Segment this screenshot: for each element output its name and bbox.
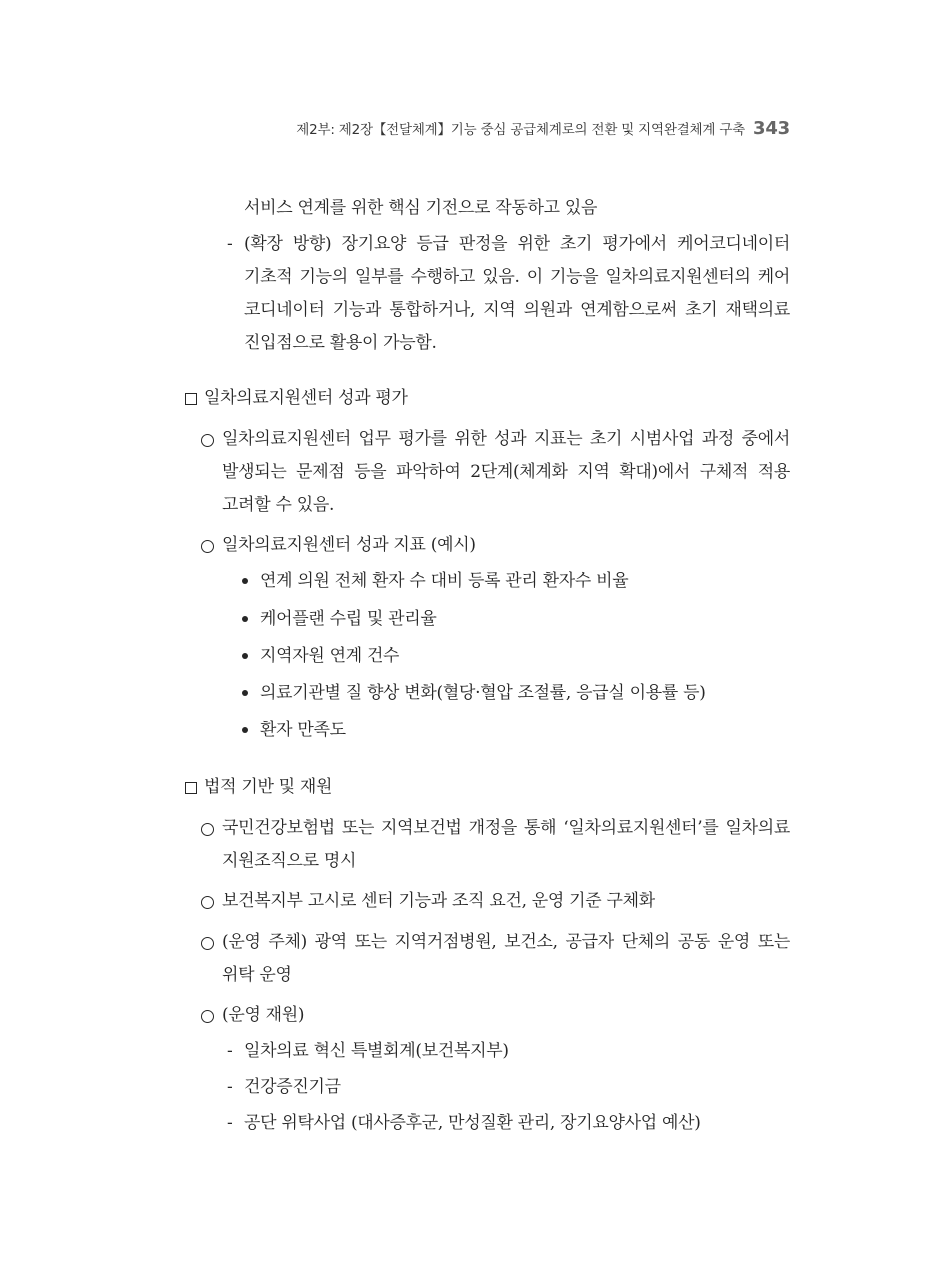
dash-marker: - xyxy=(227,1113,233,1133)
paragraph-line: 진입점으로 활용이 가능함. xyxy=(244,333,437,353)
paragraph-line: 국민건강보험법 또는 지역보건법 개정을 통해 ‘일차의료지원센터’를 일차의료 xyxy=(222,818,790,838)
circle-bullet-icon xyxy=(201,1010,214,1023)
paragraph-line: (운영 주체) 광역 또는 지역거점병원, 보건소, 공급자 단체의 공동 운영 또는 xyxy=(222,932,790,952)
list-item: 일차의료 혁신 특별회계(보건복지부) xyxy=(244,1041,509,1061)
page-number: 343 xyxy=(753,118,790,139)
list-item: (운영 재원) xyxy=(222,1005,305,1025)
paragraph-line: 지원조직으로 명시 xyxy=(222,851,357,871)
list-item: 케어플랜 수립 및 관리율 xyxy=(260,609,437,629)
continuation-line: 서비스 연계를 위한 핵심 기전으로 작동하고 있음 xyxy=(244,198,598,218)
list-item: 건강증진기금 xyxy=(244,1077,341,1097)
paragraph-line: 위탁 운영 xyxy=(222,965,292,985)
bullet-dot-icon xyxy=(242,578,248,584)
list-item: 의료기관별 질 향상 변화(혈당·혈압 조절률, 응급실 이용률 등) xyxy=(260,683,706,703)
bullet-dot-icon xyxy=(242,616,248,622)
paragraph-line: 기초적 기능의 일부를 수행하고 있음. 이 기능을 일차의료지원센터의 케어 xyxy=(244,267,790,287)
list-item: 일차의료지원센터 성과 지표 (예시) xyxy=(222,535,476,555)
circle-bullet-icon xyxy=(201,896,214,909)
bullet-dot-icon xyxy=(242,653,248,659)
list-item: 보건복지부 고시로 센터 기능과 조직 요건, 운영 기준 구체화 xyxy=(222,891,655,911)
bullet-dot-icon xyxy=(242,690,248,696)
section-title: 일차의료지원센터 성과 평가 xyxy=(204,388,408,408)
section-title: 법적 기반 및 재원 xyxy=(204,777,333,797)
dash-marker: - xyxy=(227,1041,233,1061)
paragraph-line: (확장 방향) 장기요양 등급 판정을 위한 초기 평가에서 케어코디네이터 xyxy=(244,234,790,254)
circle-bullet-icon xyxy=(201,540,214,553)
square-bullet-icon xyxy=(185,782,197,794)
header-text: 제2부: 제2장【전달체계】기능 중심 공급체계로의 전환 및 지역완결체계 구축 xyxy=(296,122,746,138)
running-header xyxy=(296,118,790,139)
square-bullet-icon xyxy=(185,393,197,405)
circle-bullet-icon xyxy=(201,823,214,836)
paragraph-line: 코디네이터 기능과 통합하거나, 지역 의원과 연계함으로써 초기 재택의료 xyxy=(244,300,790,320)
circle-bullet-icon xyxy=(201,434,214,447)
list-item: 환자 만족도 xyxy=(260,720,346,740)
list-item: 연계 의원 전체 환자 수 대비 등록 관리 환자수 비율 xyxy=(260,571,629,591)
paragraph-line: 고려할 수 있음. xyxy=(222,495,335,515)
paragraph-line: 일차의료지원센터 업무 평가를 위한 성과 지표는 초기 시범사업 과정 중에서 xyxy=(222,429,790,449)
dash-marker: - xyxy=(227,234,233,254)
bullet-dot-icon xyxy=(242,727,248,733)
list-item: 공단 위탁사업 (대사증후군, 만성질환 관리, 장기요양사업 예산) xyxy=(244,1113,701,1133)
circle-bullet-icon xyxy=(201,937,214,950)
dash-marker: - xyxy=(227,1077,233,1097)
list-item: 지역자원 연계 건수 xyxy=(260,646,400,666)
paragraph-line: 발생되는 문제점 등을 파악하여 2단계(체계화 지역 확대)에서 구체적 적용 xyxy=(222,462,790,482)
